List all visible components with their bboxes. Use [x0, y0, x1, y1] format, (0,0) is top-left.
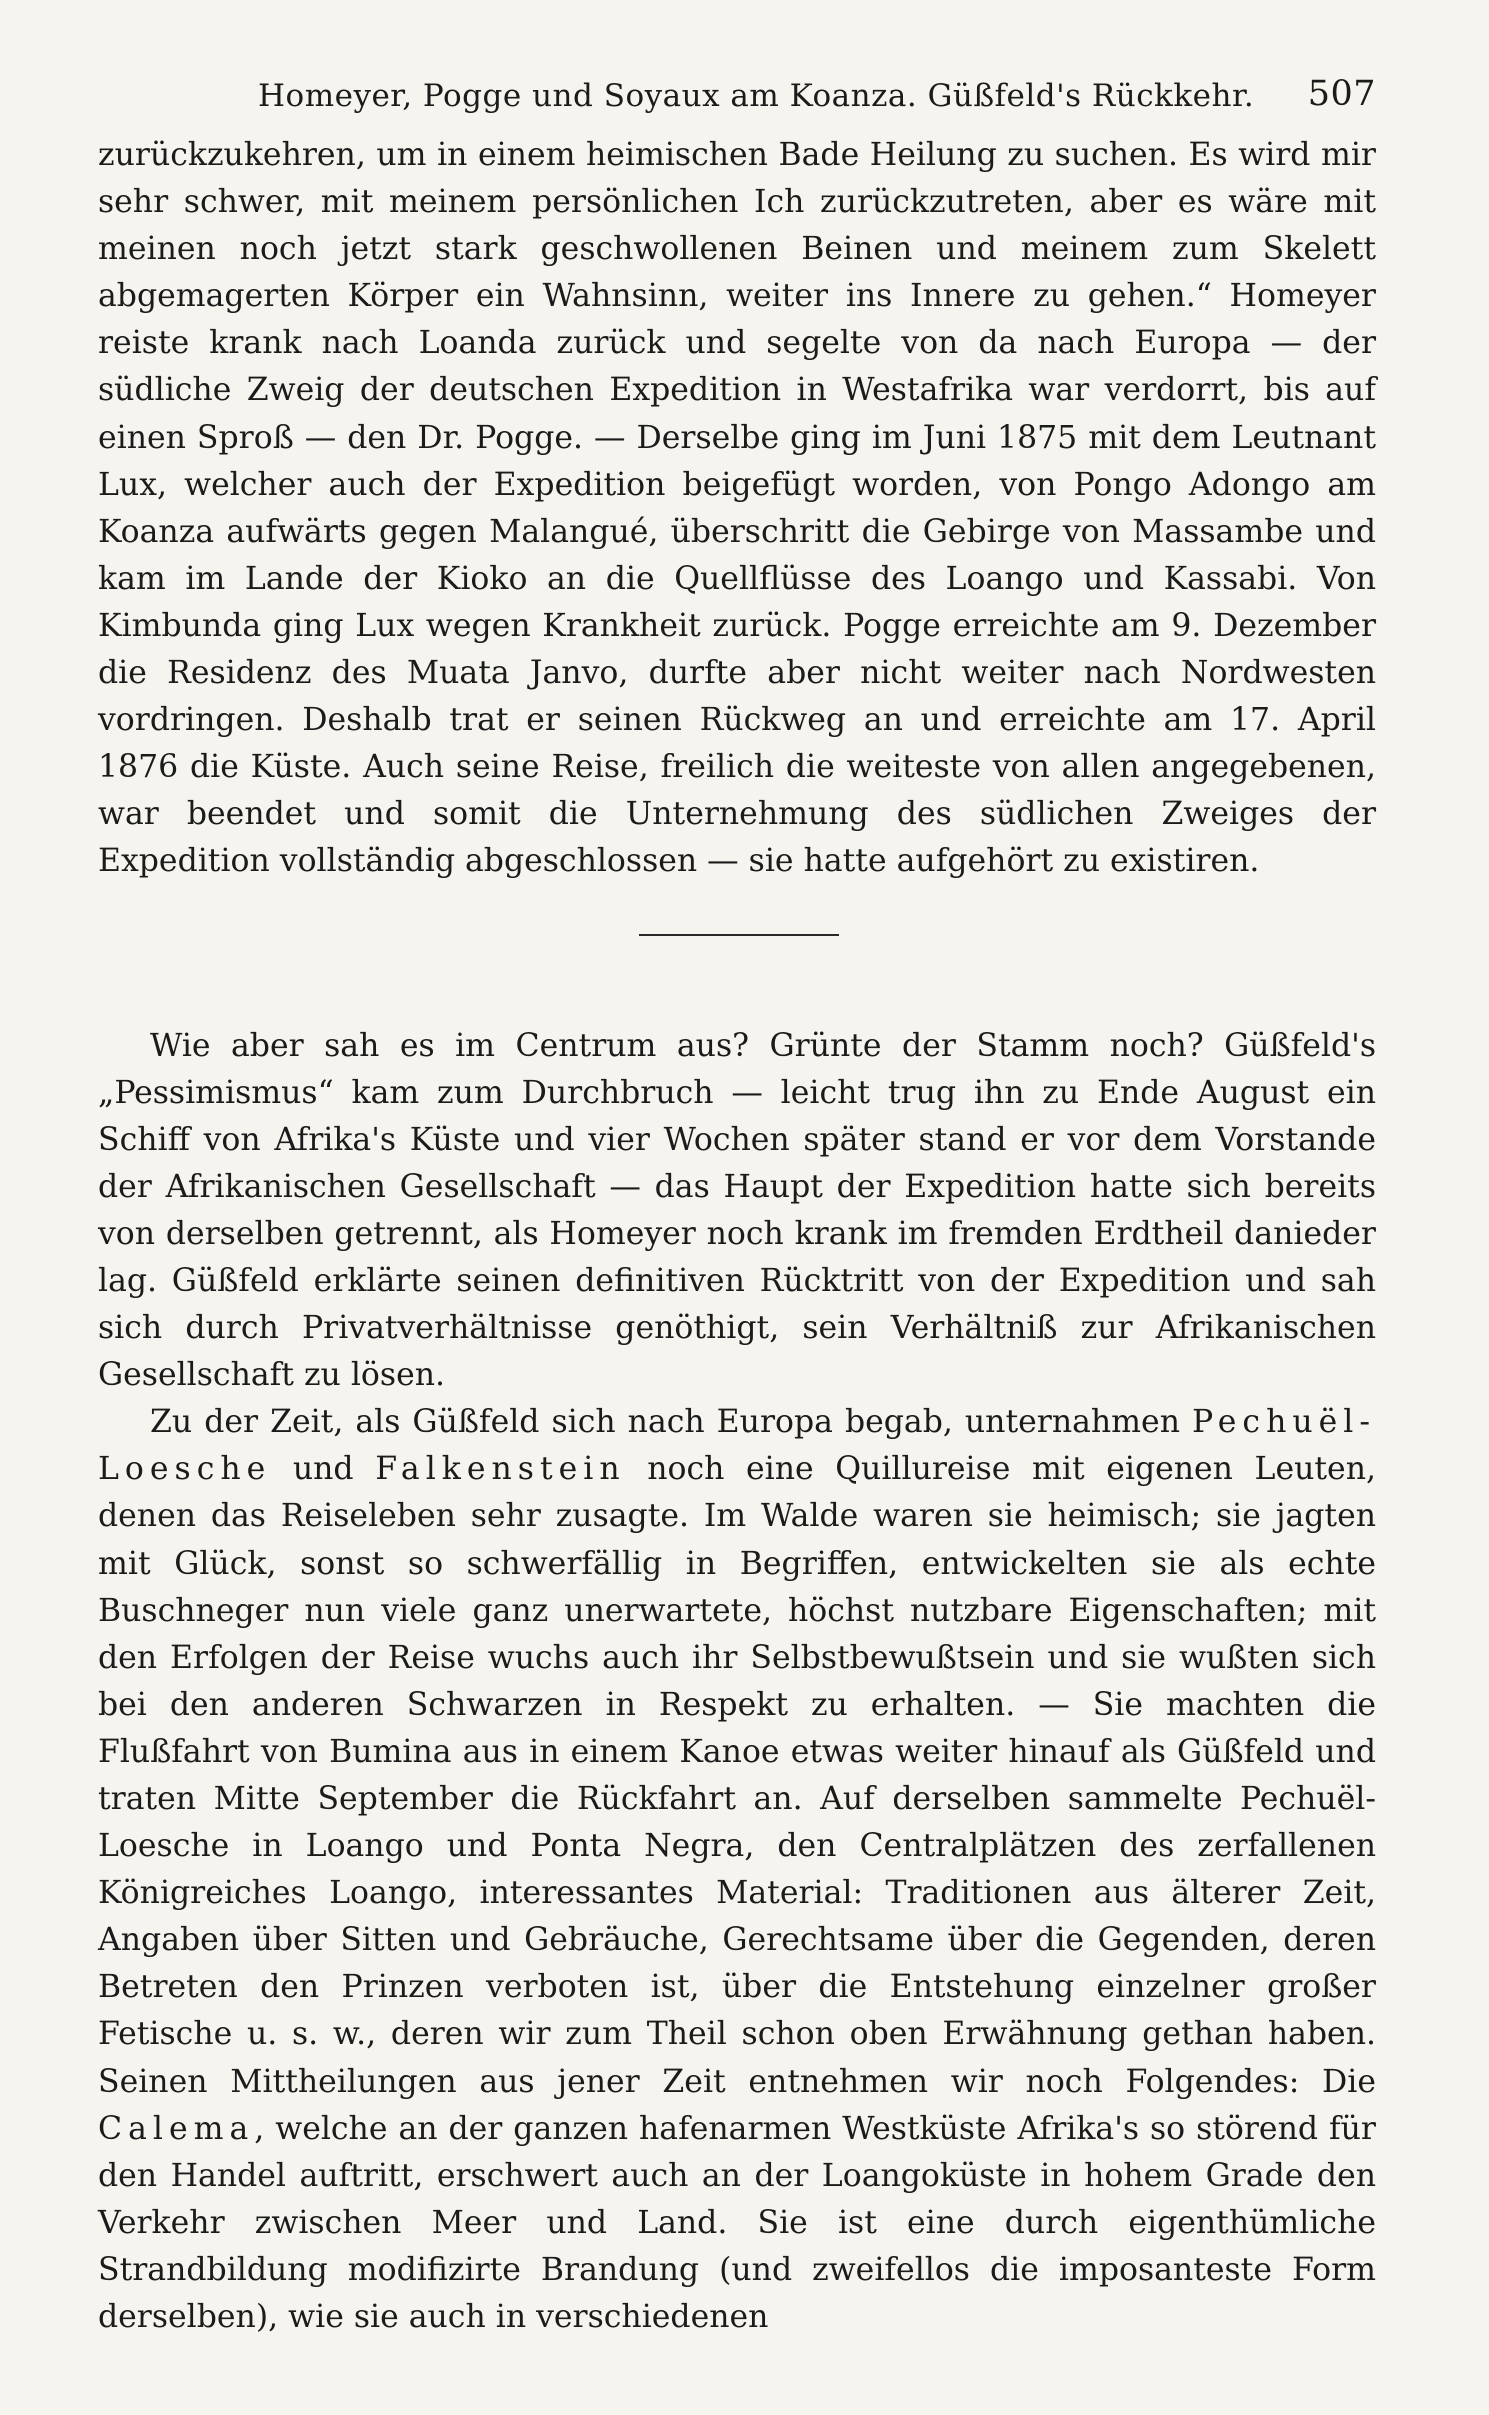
page-header	[98, 70, 1376, 130]
name-pechuel-loesche: Pechuël-Loesche	[98, 1404, 1376, 1488]
name-falkenstein: Falkenstein	[375, 1451, 626, 1488]
book-page	[98, 70, 1376, 2341]
page-number: 507	[1307, 74, 1376, 114]
section-break	[98, 886, 1376, 1003]
paragraph-3	[98, 1399, 1376, 2341]
paragraph-3-end: , welche an der ganzen hafenarmen Westküste Afrika's so störend für den Handel auftritt, erschwert auch an der Loangoküste in hohem Grade den Verkehr zwischen Meer und Land. Sie ist eine durch eigenthümliche Strandbildung modifizirte Brandung (und zweifellos die imposanteste Form derselben), wie sie auch in verschiedenen	[98, 2110, 1376, 2336]
paragraph-3-mid: und	[271, 1451, 376, 1488]
paragraph-2: Wie aber sah es im Centrum aus? Grünte der Stamm noch? Güßfeld's „Pessimismus“ kam zum Durchbruch — leicht trug ihn zu Ende August ein Schiff von Afrika's Küste und vier Wochen später stand er vor dem Vorstande der Afrikanischen Gesellschaft — das Haupt der Expedition hatte sich bereits von derselben getrennt, als Homeyer noch krank im fremden Erdtheil danieder lag. Güßfeld erklärte seinen definitiven Rücktritt von der Expedition und sah sich durch Privatverhältnisse genöthigt, sein Verhältniß zur Afrikanischen Gesellschaft zu lösen.	[98, 1027, 1376, 1394]
section-divider-rule	[639, 934, 839, 936]
paragraph-3-body: noch eine Quillureise mit eigenen Leuten, denen das Reiseleben sehr zusagte. Im Walde waren sie heimisch; sie jagten mit Glück, sonst so schwerfällig in Begriffen, entwickelten sie als echte Buschneger nun viele ganz unerwartete, höchst nutzbare Eigenschaften; mit den Erfolgen der Reise wuchs auch ihr Selbstbewußtsein und sie wußten sich bei den anderen Schwarzen in Respekt zu erhalten. — Sie machten die Flußfahrt von Bumina aus in einem Kanoe etwas weiter hinauf als Güßfeld und traten Mitte September die Rückfahrt an. Auf derselben sammelte Pechuël-Loesche in Loango und Ponta Negra, den Centralplätzen des zerfallenen Königreiches Loango, interessantes Material: Traditionen aus älterer Zeit, Angaben über Sitten und Gebräuche, Gerechtsame über die Gegenden, deren Betreten den Prinzen verboten ist, über die Entstehung einzelner großer Fetische u. s. w., deren wir zum Theil schon oben Erwähnung gethan haben. Seinen Mittheilungen aus jener Zeit entnehmen wir noch Folgendes: Die	[98, 1451, 1377, 2100]
section-2	[98, 1023, 1376, 2342]
running-title: Homeyer, Pogge und Soyaux am Koanza. Güßfeld's Rückkehr.	[258, 78, 1255, 114]
paragraph-1: zurückzukehren, um in einem heimischen Bade Heilung zu suchen. Es wird mir sehr schwer, mit meinem persönlichen Ich zurückzutreten, aber es wäre mit meinen noch jetzt stark geschwollenen Beinen und meinem zum Skelett abgemagerten Körper ein Wahnsinn, weiter ins Innere zu gehen.“ Homeyer reiste krank nach Loanda zurück und segelte von da nach Europa — der südliche Zweig der deutschen Expedition in Westafrika war verdorrt, bis auf einen Sproß — den Dr. Pogge. — Derselbe ging im Juni 1875 mit dem Leutnant Lux, welcher auch der Expedition beigefügt worden, von Pongo Adongo am Koanza aufwärts gegen Malangué, überschritt die Gebirge von Massambe und kam im Lande der Kioko an die Quellflüsse des Loango und Kassabi. Von Kimbunda ging Lux wegen Krankheit zurück. Pogge erreichte am 9. Dezember die Residenz des Muata Janvo, durfte aber nicht weiter nach Nordwesten vordringen. Deshalb trat er seinen Rückweg an und erreichte am 17. April 1876 die Küste. Auch seine Reise, freilich die weiteste von allen angegebenen, war beendet und somit die Unternehmung des südlichen Zweiges der Expedition vollständig abgeschlossen — sie hatte aufgehört zu existiren.	[98, 137, 1376, 880]
paragraph-3-start: Zu der Zeit, als Güßfeld sich nach Europa begab, unternahmen	[150, 1404, 1192, 1441]
term-calema: Calema	[98, 2110, 255, 2147]
